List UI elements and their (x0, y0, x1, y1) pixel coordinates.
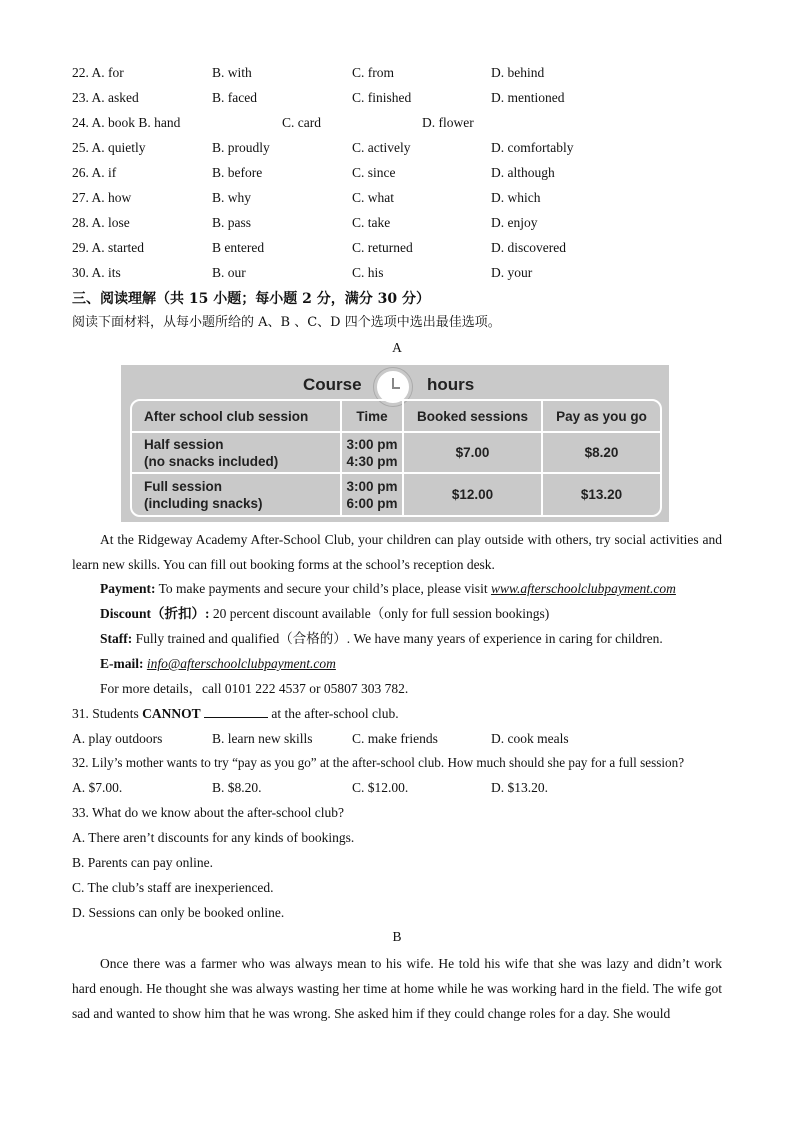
question-28-options (72, 214, 732, 232)
option-a: A. $7.00. (72, 780, 123, 795)
question-24-options (72, 114, 732, 132)
half-end-time: 4:30 pm (346, 453, 398, 469)
answer-blank (204, 705, 268, 718)
question-33: 33. What do we know about the after-school club? (72, 805, 345, 820)
option-d: D. mentioned (491, 90, 565, 105)
question-22-options (72, 64, 732, 82)
section-heading: 三、阅读理解（共 15 小题；每小题 2 分，满分 30 分） (72, 291, 430, 307)
option-c: C. returned (352, 240, 413, 255)
option-c: C. make friends (352, 731, 438, 746)
payment-text: To make payments and secure your child’s place, please visit (155, 581, 491, 596)
option-b: B. proudly (212, 140, 270, 155)
option-a: 22. A. for (72, 65, 124, 80)
passage-label-a: A (392, 340, 402, 355)
question-32-options (72, 779, 732, 797)
q33-option-c: C. The club’s staff are inexperienced. (72, 880, 274, 895)
option-d: D. behind (491, 65, 545, 80)
option-b: B. $8.20. (212, 780, 262, 795)
discount-label: Discount（折扣）: (100, 606, 210, 621)
half-session-time (342, 433, 402, 472)
staff-label: Staff: (100, 631, 133, 646)
option-c: C. $12.00. (352, 780, 409, 795)
discount-line (100, 605, 549, 623)
half-session-note: (no snacks included) (144, 453, 279, 469)
option-d: D. cook meals (491, 731, 569, 746)
full-payg-price: $13.20 (580, 487, 623, 502)
option-b: B. pass (212, 215, 252, 230)
option-a: 25. A. quietly (72, 140, 146, 155)
payment-label: Payment: (100, 581, 156, 596)
header-time: Time (356, 408, 388, 424)
option-c: C. finished (352, 90, 412, 105)
option-a: 30. A. its (72, 265, 121, 280)
full-session-label: Full session (144, 478, 223, 494)
option-b: B. why (212, 190, 252, 205)
option-ab: 24. A. book B. hand (72, 115, 181, 130)
email-line (100, 655, 336, 673)
option-c: C. what (352, 190, 394, 205)
option-b: B. with (212, 65, 252, 80)
half-session-label: Half session (144, 436, 224, 452)
option-b: B. our (212, 265, 246, 280)
half-booked-price: $7.00 (455, 445, 490, 460)
half-start-time: 3:00 pm (346, 436, 398, 452)
option-b: B. before (212, 165, 263, 180)
email-link[interactable]: info@afterschoolclubpayment.com (146, 656, 336, 671)
option-a: 27. A. how (72, 190, 132, 205)
header-payg: Pay as you go (556, 408, 647, 424)
row-half-session (144, 433, 340, 472)
q33-option-d: D. Sessions can only be booked online. (72, 905, 285, 920)
discount-text: 20 percent discount available（only for full session bookings) (209, 606, 550, 621)
option-d: D. discovered (491, 240, 566, 255)
question-27-options (72, 189, 732, 207)
passage-a-intro: At the Ridgeway Academy After-School Club, your children can play outside with others, try social activities and learn new skills. You can fill out booking forms at the school’s reception desk. (72, 532, 722, 572)
option-d: D. comfortably (491, 140, 574, 155)
option-b: B entered (212, 240, 265, 255)
option-c: C. his (352, 265, 384, 280)
table-grid (130, 399, 662, 517)
section-instruction: 阅读下面材料，从每小题所给的 A、B 、C、D 四个选项中选出最佳选项。 (72, 315, 501, 330)
option-a: 28. A. lose (72, 215, 130, 230)
q33-option-a: A. There aren’t discounts for any kinds of bookings. (72, 830, 355, 845)
option-c: C. card (282, 115, 321, 130)
staff-line (100, 630, 663, 648)
question-31-options (72, 730, 732, 748)
option-d: D. although (491, 165, 555, 180)
payment-link[interactable]: www.afterschoolclubpayment.com (490, 581, 676, 596)
course-hours-table (121, 365, 669, 522)
full-start-time: 3:00 pm (346, 478, 398, 494)
option-c: C. take (352, 215, 391, 230)
option-a: 29. A. started (72, 240, 144, 255)
q31-cannot: CANNOT (142, 706, 201, 721)
passage-label-b: B (392, 929, 402, 944)
staff-text: Fully trained and qualified（合格的）. We have many years of experience in caring for children. (132, 631, 663, 646)
passage-b-text: Once there was a farmer who was always mean to his wife. He told his wife that she was lazy and didn’t work hard enough. He thought she was always wasting her time at home while he was working hard in the field. The wife got sad and wanted to show him that he was wrong. She asked him if they could change roles for a day. She would (72, 956, 722, 1021)
question-32: 32. Lily’s mother wants to try “pay as you go” at the after-school club. How much should she pay for a full session? (72, 755, 685, 770)
row-full-session (144, 474, 340, 515)
option-d: D. which (491, 190, 541, 205)
option-c: C. from (352, 65, 394, 80)
option-b: B. learn new skills (212, 731, 313, 746)
option-c: C. since (352, 165, 396, 180)
option-d: D. flower (422, 115, 474, 130)
option-d: D. $13.20. (491, 780, 548, 795)
option-b: B. faced (212, 90, 257, 105)
payment-line (100, 580, 676, 598)
header-booked: Booked sessions (416, 408, 529, 424)
header-session: After school club session (144, 408, 309, 424)
full-session-note: (including snacks) (144, 495, 263, 511)
option-a: 23. A. asked (72, 90, 139, 105)
details-line: For more details，call 0101 222 4537 or 05807 303 782. (100, 681, 409, 696)
full-end-time: 6:00 pm (346, 495, 398, 511)
half-payg-price: $8.20 (584, 445, 619, 460)
table-title-left: Course (303, 375, 362, 394)
full-session-time (342, 474, 402, 515)
option-a: 26. A. if (72, 165, 117, 180)
option-c: C. actively (352, 140, 411, 155)
q33-option-b: B. Parents can pay online. (72, 855, 213, 870)
question-31 (72, 705, 399, 723)
full-booked-price: $12.00 (451, 487, 494, 502)
question-30-options (72, 264, 732, 282)
question-29-options (72, 239, 732, 257)
question-25-options (72, 139, 732, 157)
table-title (121, 373, 669, 399)
option-a: A. play outdoors (72, 731, 163, 746)
question-26-options (72, 164, 732, 182)
q31-post: at the after-school club. (268, 706, 399, 721)
option-d: D. enjoy (491, 215, 538, 230)
question-23-options (72, 89, 732, 107)
email-label: E-mail: (100, 656, 144, 671)
option-d: D. your (491, 265, 533, 280)
q31-pre: 31. Students (72, 706, 143, 721)
table-title-right: hours (427, 375, 475, 394)
